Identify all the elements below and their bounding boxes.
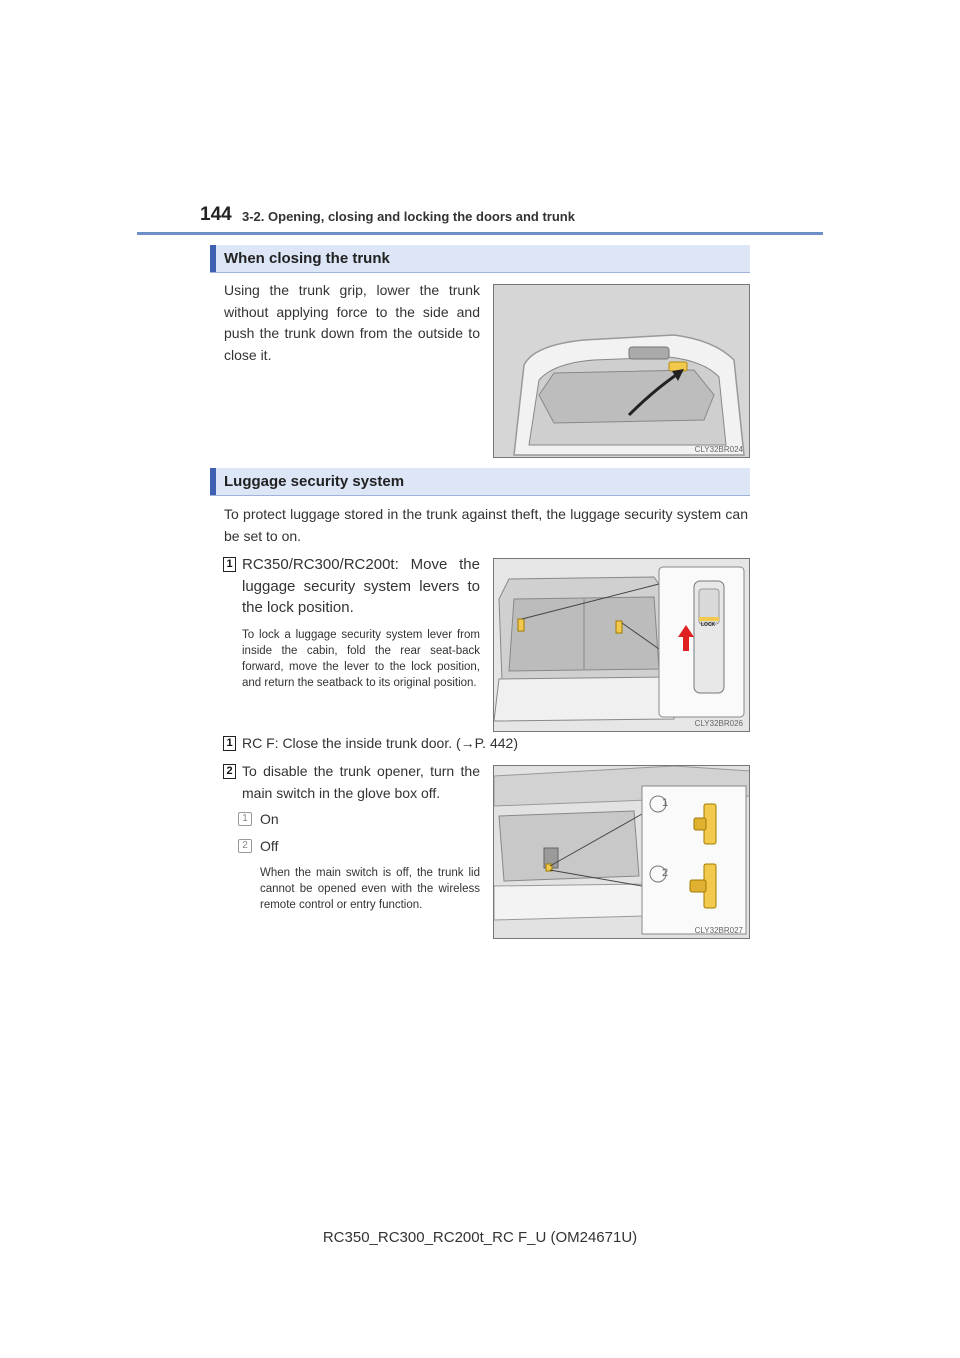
- step1a-text: RC350/RC300/RC200t: Move the luggage security system levers to the lock position.: [242, 556, 480, 616]
- section-heading-closing: When closing the trunk: [210, 245, 750, 272]
- trunk-closing-figure: [493, 284, 750, 458]
- option-off-label: Off: [260, 838, 279, 854]
- figure-code: CLY32BR026: [694, 719, 743, 728]
- trunk-illustration: [494, 285, 750, 458]
- figure-code: CLY32BR027: [694, 926, 743, 935]
- option-number: 2: [238, 839, 252, 853]
- callout-number: 1: [661, 797, 669, 809]
- step-badge: 1: [223, 557, 236, 572]
- step2-note: When the main switch is off, the trunk lid cannot be opened even with the wireless remote control or entry function.: [260, 867, 480, 911]
- option-on-label: On: [260, 811, 279, 827]
- footer-model-code: RC350_RC300_RC200t_RC F_U (OM24671U): [322, 1229, 638, 1246]
- step-badge: 1: [223, 736, 236, 751]
- lever-right-highlight: [616, 621, 622, 633]
- closing-body: Using the trunk grip, lower the trunk without applying force to the side and push the trunk down from the outside to close it.: [224, 282, 480, 363]
- section-underline: [210, 495, 750, 496]
- option-number: 1: [238, 812, 252, 826]
- header-rule: [137, 232, 823, 235]
- glove-box-illustration: [494, 766, 750, 939]
- section-heading-luggage: Luggage security system: [210, 468, 750, 495]
- page-number: 144: [200, 204, 232, 225]
- lock-label: LOCK: [701, 622, 716, 628]
- luggage-intro: To protect luggage stored in the trunk against theft, the luggage security system can be set to on.: [224, 506, 748, 544]
- step1a-note: To lock a luggage security system lever from inside the cabin, fold the rear seat-back forward, move the lever to the lock position, and return the seatback to its original position.: [242, 629, 480, 689]
- callout-number: 2: [661, 867, 669, 879]
- section-underline: [210, 272, 750, 273]
- figure-code: CLY32BR024: [694, 445, 743, 454]
- step-badge: 2: [223, 764, 236, 779]
- trunk-interior-illustration: [494, 559, 750, 732]
- step1b-text: RC F: Close the inside trunk door. (→P. 442): [242, 735, 518, 751]
- lever-left-highlight: [518, 619, 524, 631]
- step2-text: To disable the trunk opener, turn the main switch in the glove box off.: [242, 763, 480, 801]
- glove-box-switch-figure: [493, 765, 750, 939]
- trunk-grip-highlight: [669, 362, 687, 371]
- chapter-title: 3-2. Opening, closing and locking the doors and trunk: [242, 209, 575, 224]
- luggage-lever-figure: [493, 558, 750, 732]
